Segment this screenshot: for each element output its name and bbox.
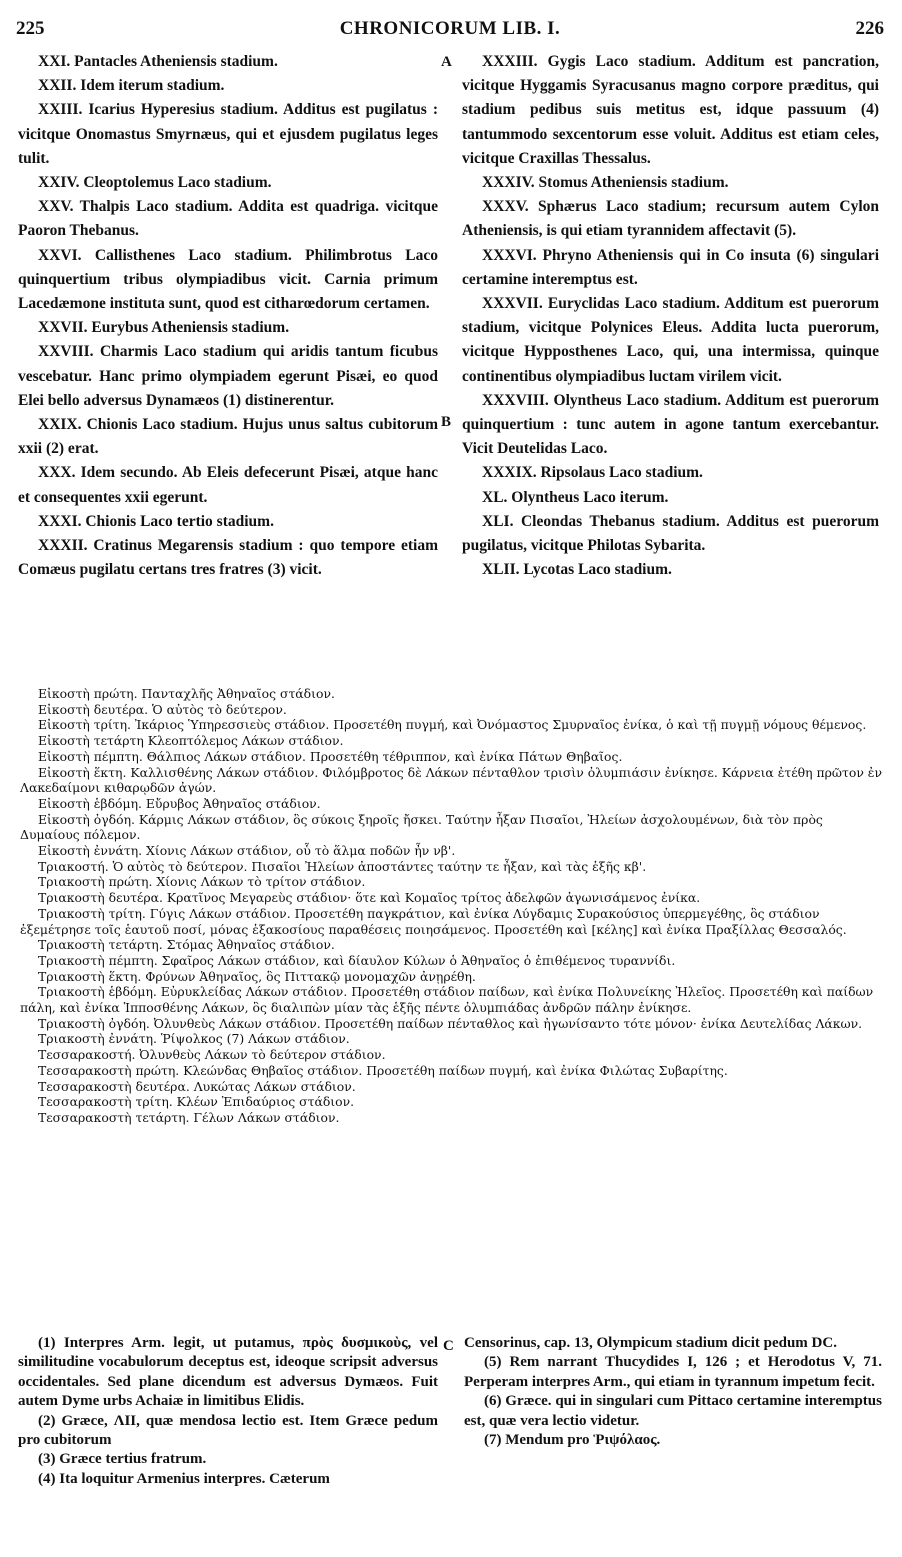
greek-entry: Τριακοστή. Ὁ αὐτὸς τὸ δεύτερον. Πισαῖοι Ἠλείων ἀποστάντες ταύτην τε ἦξαν, καὶ τὰς ἑξῆς κβ'. [38, 858, 647, 874]
greek-entry: Εἰκοστὴ δευτέρα. Ὁ αὐτὸς τὸ δεύτερον. [38, 701, 287, 717]
latin-entry: XXXVIII. Olyntheus Laco stadium. Additum est puerorum quinquertium : tunc autem in agone tantum exercebantur. Vicit Deutelidas Laco. [462, 391, 879, 458]
latin-entry: XXV. Thalpis Laco stadium. Addita est quadriga. vicitque Paoron Thebanus. [18, 198, 438, 240]
latin-entry: XXVIII. Charmis Laco stadium qui aridis tantum ficubus vescebatur. Hanc primo olympiadem egerunt Pisæi, eo quod Elei bello adversus Dynamæos (1) distinerentur. [18, 343, 438, 409]
greek-entry: Τριακοστὴ ἑβδόμη. Εὐρυκλείδας Λάκων στάδιον. Προσετέθη στάδιον παίδων, καὶ ἐνίκα Πολυνείκης Ἠλεῖος. Προσετέθη καὶ παίδων πάλη, καὶ ἐνίκα Ἱπποσθένης Λάκων, ὃς διαλιπὼν μίαν τὰς ἑξῆς πέντε ὀλυμπιάδας ἀνδρῶν πάλην ἐνίκησε. [20, 984, 874, 1016]
latin-entry: XXXIII. Gygis Laco stadium. Additum est pancration, vicitque Hyggamis Syracusanus magno corpore præditus, qui stadium pedibus suis metitus est, idque passuum (4) tantummodo sexcentorum esse voluit. Additus est etiam celes, vicitque Craxillas Thessalus. [462, 53, 879, 167]
footnote: (1) Interpres Arm. legit, ut putamus, πρὸς δυσμικοὺς, vel similitudine vocabulorum deceptus est, ideoque scripsit adversus occidentales. Sed plane dicendum est adversus Dymæos. Fuit autem Dyme urbs Achaiæ in limitibus Elidis. [18, 1335, 438, 1410]
latin-entry: XXXVI. Phryno Atheniensis qui in Co insuta (6) singulari certamine interemptus est. [462, 246, 879, 288]
greek-entry: Τεσσαρακοστὴ δευτέρα. Λυκώτας Λάκων στάδιον. [38, 1078, 356, 1094]
running-header [16, 18, 884, 42]
greek-entry: Εἰκοστὴ ἐννάτη. Χίονις Λάκων στάδιον, οὗ τὸ ἅλμα ποδῶν ἦν νβ'. [38, 843, 456, 859]
greek-entry: Εἰκοστὴ ὀγδόη. Κάρμις Λάκων στάδιον, ὃς σύκοις ξηροῖς ἤσκει. Ταύτην ἦξαν Πισαῖοι, Ἠλείων ἀσχολουμένων, διὰ τὸν πρὸς Δυμαίους πόλεμον. [20, 811, 823, 843]
footnote: (3) Græce tertius fratrum. [38, 1451, 207, 1468]
greek-entry: Εἰκοστὴ τετάρτη Κλεοπτόλεμος Λάκων στάδιον. [38, 733, 344, 749]
latin-entry: XXXVII. Euryclidas Laco stadium. Additum est puerorum stadium, vicitque Polynices Eleus. Addita lucta puerorum, vicitque Hypposthenes Laco, qui, una intermissa, quinque continentibus olympiadibus luctam virilem vicit. [462, 295, 879, 385]
greek-entry: Τριακοστὴ ἐννάτη. Ῥίψολκος (7) Λάκων στάδιον. [38, 1031, 350, 1047]
greek-entry: Τριακοστὴ τρίτη. Γύγις Λάκων στάδιον. Προσετέθη παγκράτιον, καὶ ἐνίκα Λύγδαμις Συρακούσιος ὑπερμεγέθης, ὃς στάδιον ἐξεμέτρησε τοῖς ἑαυτοῦ ποσί, μόνας ἑξακοσίους παραθέσεις ποιησάμενος. Προσετέθη καὶ [κέλης] καὶ ἐνίκα Πραξίλλας Θεσσαλός. [20, 905, 847, 937]
latin-entry: XXXI. Chionis Laco tertio stadium. [38, 512, 274, 530]
greek-text-block [20, 686, 884, 1126]
latin-entry: XXVII. Eurybus Atheniensis stadium. [38, 319, 290, 337]
latin-entry: XL. Olyntheus Laco iterum. [482, 488, 669, 506]
latin-entry: XXXIV. Stomus Atheniensis stadium. [482, 174, 729, 192]
greek-entry: Τεσσαρακοστὴ τρίτη. Κλέων Ἐπιδαύριος στάδιον. [38, 1094, 355, 1110]
latin-entry: XLII. Lycotas Laco stadium. [482, 561, 672, 579]
footnote: (4) Ita loquitur Armenius interpres. Cæterum [38, 1470, 330, 1487]
page-number-left: 225 [16, 18, 45, 39]
latin-entry: XXII. Idem iterum stadium. [38, 77, 225, 95]
footnotes-right [464, 1334, 882, 1450]
latin-entry: XXVI. Callisthenes Laco stadium. Philimbrotus Laco quinquertium tribus olympiadibus vicit. Carnia primum Lacedæmone instituta sunt, quod est citharœdorum certamen. [18, 246, 438, 313]
footnotes-left [18, 1334, 438, 1489]
greek-entry: Τεσσαρακοστὴ πρώτη. Κλεώνδας Θηβαῖος στάδιον. Προσετέθη παίδων πυγμή, καὶ ἐνίκα Φιλώτας Συβαρίτης. [38, 1062, 728, 1078]
greek-entry: Τριακοστὴ πέμπτη. Σφαῖρος Λάκων στάδιον, καὶ δίαυλον Κύλων ὁ Ἀθηναῖος ὁ ἐπιθέμενος τυραννίδι. [38, 952, 676, 968]
footnote: (6) Græce. qui in singulari cum Pittaco certamine interemptus est, quæ vera lectio videtur. [464, 1393, 882, 1429]
footnote: (7) Mendum pro Ῥιψόλαος. [484, 1432, 661, 1449]
greek-entry: Τεσσαρακοστή. Ὀλυνθεὺς Λάκων τὸ δεύτερον στάδιον. [38, 1047, 386, 1063]
latin-entry: XXXII. Cratinus Megarensis stadium : quo tempore etiam Comæus pugilatu certans tres fratres (3) vicit. [18, 537, 438, 579]
margin-marker-b: B [441, 414, 452, 430]
greek-entry: Εἰκοστὴ τρίτη. Ἰκάριος Ὑπηρεσσιεὺς στάδιον. Προσετέθη πυγμή, καὶ Ὀνόμαστος Σμυρναῖος ἐνίκα, ὁ καὶ τῇ πυγμῇ νόμους θέμενος. [38, 717, 867, 733]
greek-entry: Τριακοστὴ τετάρτη. Στόμας Ἀθηναῖος στάδιον. [38, 937, 335, 953]
page-number-right: 226 [855, 18, 884, 39]
running-title: CHRONICORUM LIB. I. [339, 18, 561, 39]
latin-entry: XXIII. Icarius Hyperesius stadium. Additus est pugilatus : vicitque Onomastus Smyrnæus, qui et ejusdem pugilatus leges tulit. [18, 101, 438, 167]
greek-entry: Τεσσαρακοστὴ τετάρτη. Γέλων Λάκων στάδιον. [38, 1109, 340, 1125]
footnote: (5) Rem narrant Thucydides I, 126 ; et Herodotus V, 71. Perperam interpres Arm., qui etiam in tyrannum impetum fecit. [464, 1354, 882, 1390]
footnote: Censorinus, cap. 13, Olympicum stadium dicit pedum DC. [464, 1335, 837, 1351]
greek-entry: Τριακοστὴ ὀγδόη. Ὀλυνθεὺς Λάκων στάδιον. Προσετέθη παίδων πένταθλος καὶ ἠγωνίσαντο τότε μόνον· ἐνίκα Δευτελίδας Λάκων. [38, 1015, 863, 1031]
latin-entry: XXX. Idem secundo. Ab Eleis defecerunt Pisæi, atque hanc et consequentes xxii egerunt. [18, 464, 438, 506]
latin-entry: XXIX. Chionis Laco stadium. Hujus unus saltus cubitorum xxii (2) erat. [18, 416, 438, 458]
latin-column-right [462, 50, 879, 582]
greek-entry: Εἰκοστὴ ἑβδόμη. Εὔρυβος Ἀθηναῖος στάδιον. [38, 795, 321, 811]
greek-entry: Τριακοστὴ πρώτη. Χίονις Λάκων τὸ τρίτον στάδιον. [38, 874, 366, 890]
margin-marker-a: A [441, 54, 452, 70]
margin-marker-c: C [443, 1338, 454, 1354]
latin-entry: XLI. Cleondas Thebanus stadium. Additus est puerorum pugilatus, vicitque Philotas Sybarita. [462, 512, 879, 555]
greek-entry: Τριακοστὴ δευτέρα. Κρατῖνος Μεγαρεὺς στάδιον· ὅτε καὶ Κομαῖος τρίτος ἀδελφῶν ἀγωνισάμενος ἐνίκα. [38, 890, 701, 906]
latin-column-left [18, 50, 438, 582]
greek-entry: Εἰκοστὴ ἕκτη. Καλλισθένης Λάκων στάδιον. Φιλόμβροτος δὲ Λάκων πένταθλον τρισὶν ὀλυμπιάσιν ἐνίκησε. Κάρνεια ἐτέθη πρῶτον ἐν Λακεδαίμονι κιθαρῳδῶν ἀγών. [20, 764, 882, 796]
greek-entry: Εἰκοστὴ πέμπτη. Θάλπιος Λάκων στάδιον. Προσετέθη τέθριππον, καὶ ἐνίκα Πάτων Θηβαῖος. [38, 748, 623, 764]
footnote: (2) Græce, ΛΙΙ, quæ mendosa lectio est. Item Græce pedum pro cubitorum [18, 1412, 438, 1449]
greek-entry: Τριακοστὴ ἕκτη. Φρύνων Ἀθηναῖος, ὃς Πιττακῷ μονομαχῶν ἀνῃρέθη. [38, 968, 476, 984]
greek-entry: Εἰκοστὴ πρώτη. Πανταχλῆς Ἀθηναῖος στάδιον. [38, 686, 335, 701]
latin-entry: XXI. Pantacles Atheniensis stadium. [38, 53, 278, 70]
latin-entry: XXXIX. Ripsolaus Laco stadium. [482, 464, 703, 482]
latin-entry: XXIV. Cleoptolemus Laco stadium. [38, 174, 272, 192]
latin-entry: XXXV. Sphærus Laco stadium; recursum autem Cylon Atheniensis, is qui etiam tyrannidem affectavit (5). [462, 198, 879, 240]
